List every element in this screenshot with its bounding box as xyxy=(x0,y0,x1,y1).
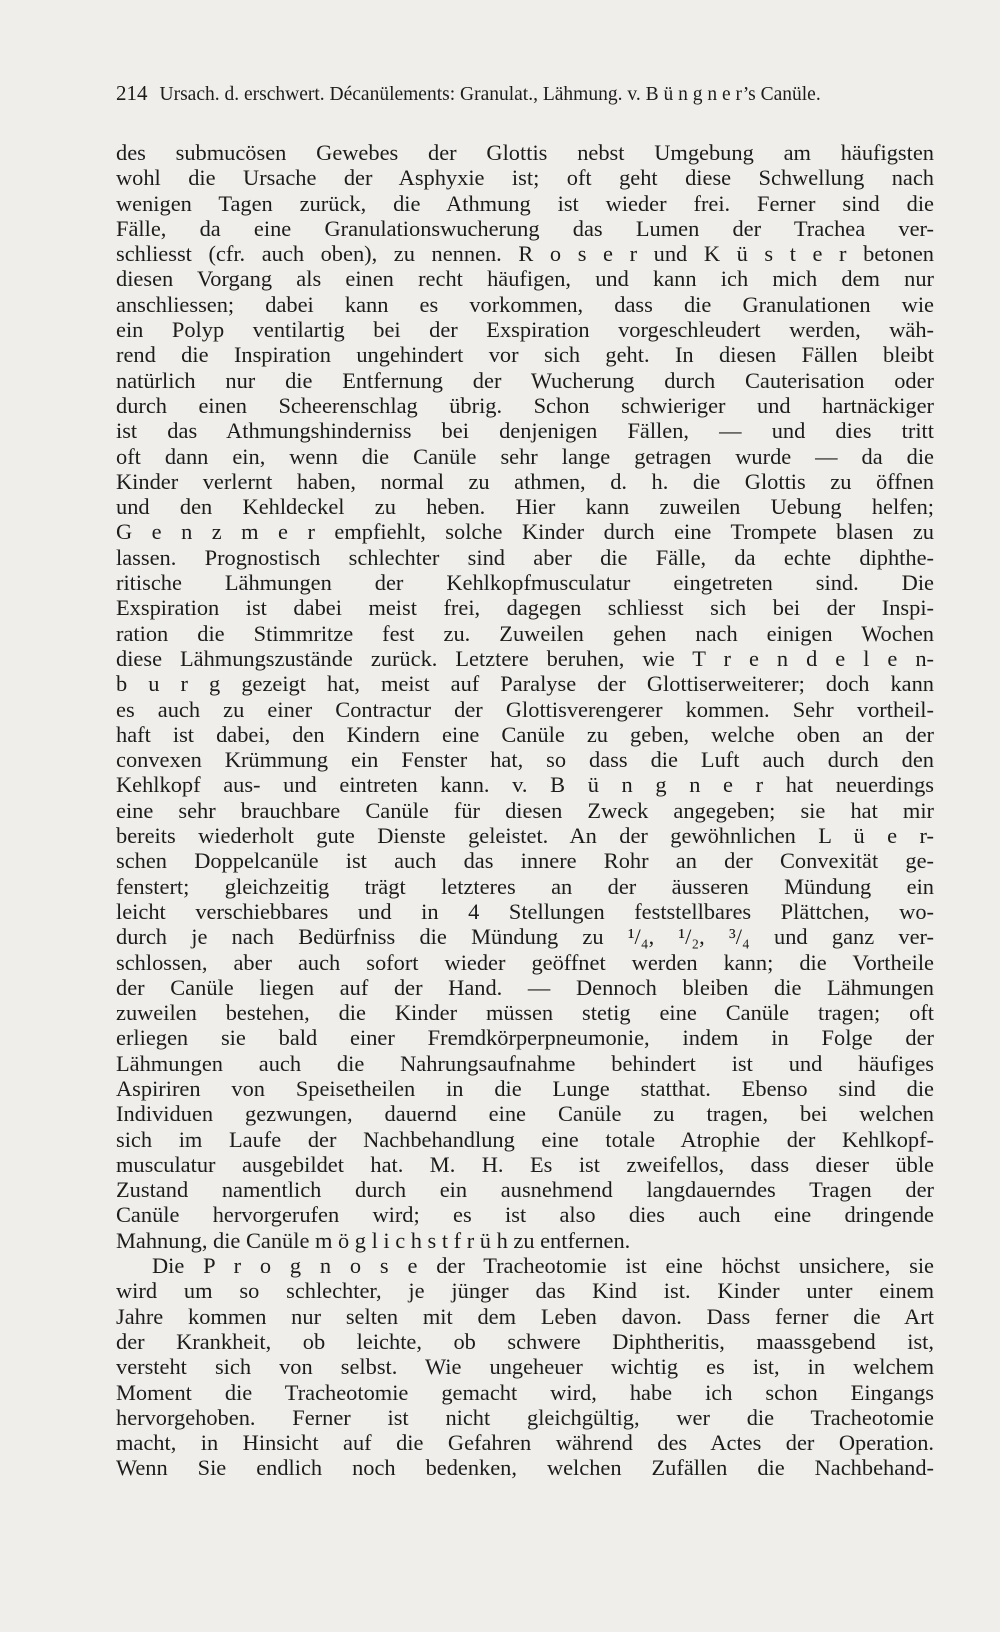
text-line: Zustand namentlich durch ein ausnehmend langdauerndes Tragen der xyxy=(116,1177,934,1203)
text-line: diesen Vorgang als einen recht häufigen, und kann ich mich dem nur xyxy=(116,266,934,292)
text-line: zuweilen bestehen, die Kinder müssen stetig eine Canüle tragen; oft xyxy=(116,1000,934,1026)
running-title: Ursach. d. erschwert. Décanülements: Granulat., Lähmung. v. B ü n g n e r’s Canüle. xyxy=(159,84,821,105)
text-line: es auch zu einer Contractur der Glottisverengerer kommen. Sehr vortheil- xyxy=(116,696,934,722)
text-line: Moment die Tracheotomie gemacht wird, habe ich schon Eingangs xyxy=(116,1379,934,1405)
text-line: und den Kehldeckel zu heben. Hier kann zuweilen Uebung helfen; xyxy=(116,494,934,520)
text-line: des submucösen Gewebes der Glottis nebst Umgebung am häufigsten xyxy=(116,140,934,165)
running-header xyxy=(116,78,934,108)
text-line: Lähmungen auch die Nahrungsaufnahme behindert ist und häufiges xyxy=(116,1050,934,1076)
text-line: eine sehr brauchbare Canüle für diesen Zweck angegeben; sie hat mir xyxy=(116,797,934,823)
text-line: Mahnung, die Canüle m ö g l i c h s t f r ü h zu entfernen. xyxy=(116,1227,631,1253)
text-line: Die P r o g n o s e der Tracheotomie ist eine höchst unsichere, sie xyxy=(152,1253,934,1279)
text-line: hervorgehoben. Ferner ist nicht gleichgültig, wer die Tracheotomie xyxy=(116,1404,934,1430)
text-line: der Krankheit, ob leichte, ob schwere Diphtheritis, maassgebend ist, xyxy=(116,1328,934,1354)
text-line: Wenn Sie endlich noch bedenken, welchen Zufällen die Nachbehand- xyxy=(116,1455,934,1481)
text-line: haft ist dabei, den Kindern eine Canüle zu geben, welche oben an der xyxy=(116,721,934,747)
text-line: schen Doppelcanüle ist auch das innere Rohr an der Convexität ge- xyxy=(116,848,934,874)
text-line: Kinder verlernt haben, normal zu athmen, d. h. die Glottis zu öffnen xyxy=(116,468,934,494)
body-text xyxy=(116,140,934,1481)
text-line: macht, in Hinsicht auf die Gefahren während des Actes der Operation. xyxy=(116,1430,934,1456)
text-line: durch einen Scheerenschlag übrig. Schon schwieriger und hartnäckiger xyxy=(116,392,934,418)
text-line: Aspiriren von Speisetheilen in die Lunge statthat. Ebenso sind die xyxy=(116,1075,934,1101)
text-line: fenstert; gleichzeitig trägt letzteres an der äusseren Mündung ein xyxy=(116,873,934,899)
text-line: b u r g gezeigt hat, meist auf Paralyse der Glottiserweiterer; doch kann xyxy=(116,671,934,697)
text-line: wohl die Ursache der Asphyxie ist; oft geht diese Schwellung nach xyxy=(116,165,934,191)
text-line: Fälle, da eine Granulationswucherung das Lumen der Trachea ver- xyxy=(116,215,934,241)
text-line: musculatur ausgebildet hat. M. H. Es ist zweifellos, dass dieser üble xyxy=(116,1151,934,1177)
text-line: natürlich nur die Entfernung der Wucherung durch Cauterisation oder xyxy=(116,367,934,393)
text-line: versteht sich von selbst. Wie ungeheuer wichtig es ist, in welchem xyxy=(116,1354,934,1380)
text-line: ritische Lähmungen der Kehlkopfmusculatur eingetreten sind. Die xyxy=(116,570,934,596)
text-line: oft dann ein, wenn die Canüle sehr lange getragen wurde — da die xyxy=(116,443,934,469)
text-line: diese Lähmungszustände zurück. Letztere beruhen, wie T r e n d e l e n- xyxy=(116,645,934,671)
text-line: schlossen, aber auch sofort wieder geöffnet werden kann; die Vortheile xyxy=(116,949,934,975)
text-line: Exspiration ist dabei meist frei, dagegen schliesst sich bei der Inspi- xyxy=(116,595,934,621)
text-line: Individuen gezwungen, dauernd eine Canüle zu tragen, bei welchen xyxy=(116,1101,934,1127)
text-line: bereits wiederholt gute Dienste geleistet. An der gewöhnlichen L ü e r- xyxy=(116,823,934,849)
text-line: rend die Inspiration ungehindert vor sich geht. In diesen Fällen bleibt xyxy=(116,342,934,368)
text-line: ist das Athmungshinderniss bei denjenigen Fällen, — und dies tritt xyxy=(116,418,934,444)
text-line: convexen Krümmung ein Fenster hat, so dass die Luft auch durch den xyxy=(116,747,934,773)
text-line: lassen. Prognostisch schlechter sind aber die Fälle, da echte diphthe- xyxy=(116,544,934,570)
text-line: durch je nach Bedürfniss die Mündung zu ¹/₄, ¹/₂, ³/₄ und ganz ver- xyxy=(116,924,934,950)
page-number: 214 xyxy=(116,81,148,105)
text-line: anschliessen; dabei kann es vorkommen, dass die Granulationen wie xyxy=(116,291,934,317)
text-line: Jahre kommen nur selten mit dem Leben davon. Dass ferner die Art xyxy=(116,1303,934,1329)
text-line: ein Polyp ventilartig bei der Exspiration vorgeschleudert werden, wäh- xyxy=(116,317,934,343)
text-line: Kehlkopf aus- und eintreten kann. v. B ü n g n e r hat neuerdings xyxy=(116,772,934,798)
text-line: ration die Stimmritze fest zu. Zuweilen gehen nach einigen Wochen xyxy=(116,620,934,646)
text-line: Canüle hervorgerufen wird; es ist also dies auch eine dringende xyxy=(116,1202,934,1228)
text-line: leicht verschiebbares und in 4 Stellungen feststellbares Plättchen, wo- xyxy=(116,898,934,924)
text-line: wird um so schlechter, je jünger das Kind ist. Kinder unter einem xyxy=(116,1278,934,1304)
text-line: schliesst (cfr. auch oben), zu nennen. R o s e r und K ü s t e r betonen xyxy=(116,241,934,267)
text-line: erliegen sie bald einer Fremdkörperpneumonie, indem in Folge der xyxy=(116,1025,934,1051)
text-line: sich im Laufe der Nachbehandlung eine totale Atrophie der Kehlkopf- xyxy=(116,1126,934,1152)
text-line: wenigen Tagen zurück, die Athmung ist wieder frei. Ferner sind die xyxy=(116,190,934,216)
text-line: der Canüle liegen auf der Hand. — Dennoch bleiben die Lähmungen xyxy=(116,974,934,1000)
text-line: G e n z m e r empfiehlt, solche Kinder durch eine Trompete blasen zu xyxy=(116,519,934,545)
